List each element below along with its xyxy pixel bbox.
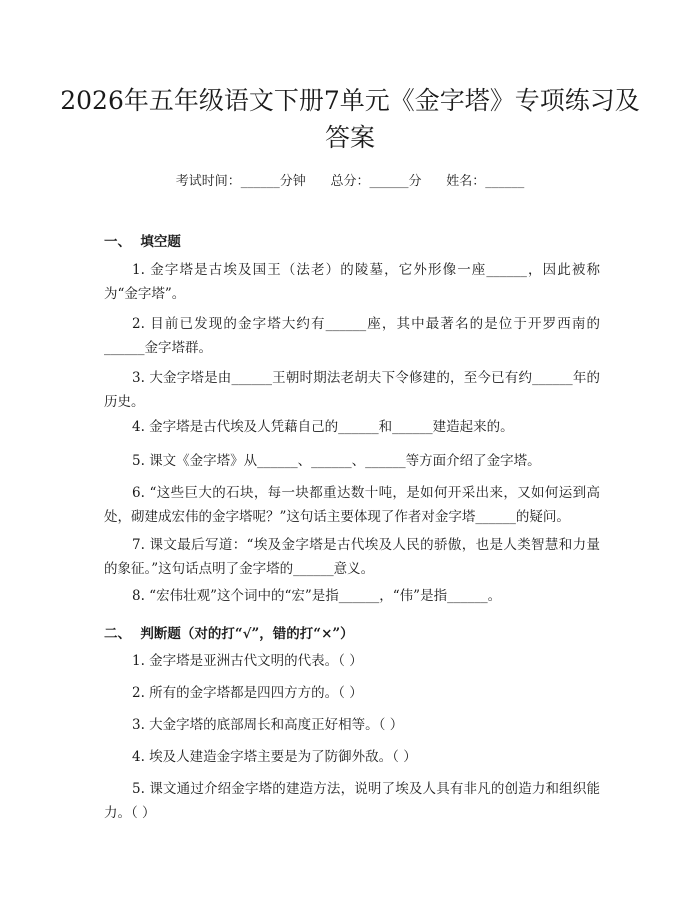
question-tf-3: 3. 大金字塔的底部周长和高度正好相等。（ ） (132, 717, 404, 733)
question-fill-2: 2. 目前已发现的金字塔大约有______座，其中最著名的是位于开罗西南的______金字塔群。 (104, 316, 600, 356)
question-tf-2: 2. 所有的金字塔都是四四方方的。（ ） (132, 685, 363, 701)
question-fill-5: 5. 课文《金字塔》从______、______、______等方面介绍了金字塔。 (132, 453, 541, 469)
question-tf-1: 1. 金字塔是亚洲古代文明的代表。（ ） (132, 653, 363, 669)
exam-info-line: 考试时间：______分钟 总分：______分 姓名：______ (175, 174, 525, 189)
page-title: 2026年五年级语文下册7单元《金字塔》专项练习及答案 (60, 86, 640, 152)
question-fill-3: 3. 大金字塔是由______王朝时期法老胡夫下令修建的，至今已有约______年的历史。 (104, 370, 600, 410)
question-tf-5: 5. 课文通过介绍金字塔的建造方法，说明了埃及人具有非凡的创造力和组织能力。（ ） (104, 781, 600, 821)
question-tf-4: 4. 埃及人建造金字塔主要是为了防御外敌。（ ） (132, 749, 417, 765)
section-true-false-title: 二、 判断题（对的打“√”，错的打“×”） (104, 626, 354, 642)
question-fill-6: 6. “这些巨大的石块，每一块都重达数十吨，是如何开采出来，又如何运到高处，砌建成宏伟的金字塔呢？”这句话主要体现了作者对金字塔______的疑问。 (104, 485, 600, 525)
question-fill-1: 1. 金字塔是古埃及国王（法老）的陵墓，它外形像一座______，因此被称为“金字塔”。 (104, 262, 600, 302)
question-fill-4: 4. 金字塔是古代埃及人凭藉自己的______和______建造起来的。 (132, 419, 514, 435)
section-fill-in-title: 一、 填空题 (104, 234, 181, 250)
question-fill-7: 7. 课文最后写道：“埃及金字塔是古代埃及人民的骄傲，也是人类智慧和力量的象征。”这句话点明了金字塔的______意义。 (104, 537, 600, 577)
question-fill-8: 8. “宏伟壮观”这个词中的“宏”是指______，“伟”是指______。 (132, 588, 502, 604)
